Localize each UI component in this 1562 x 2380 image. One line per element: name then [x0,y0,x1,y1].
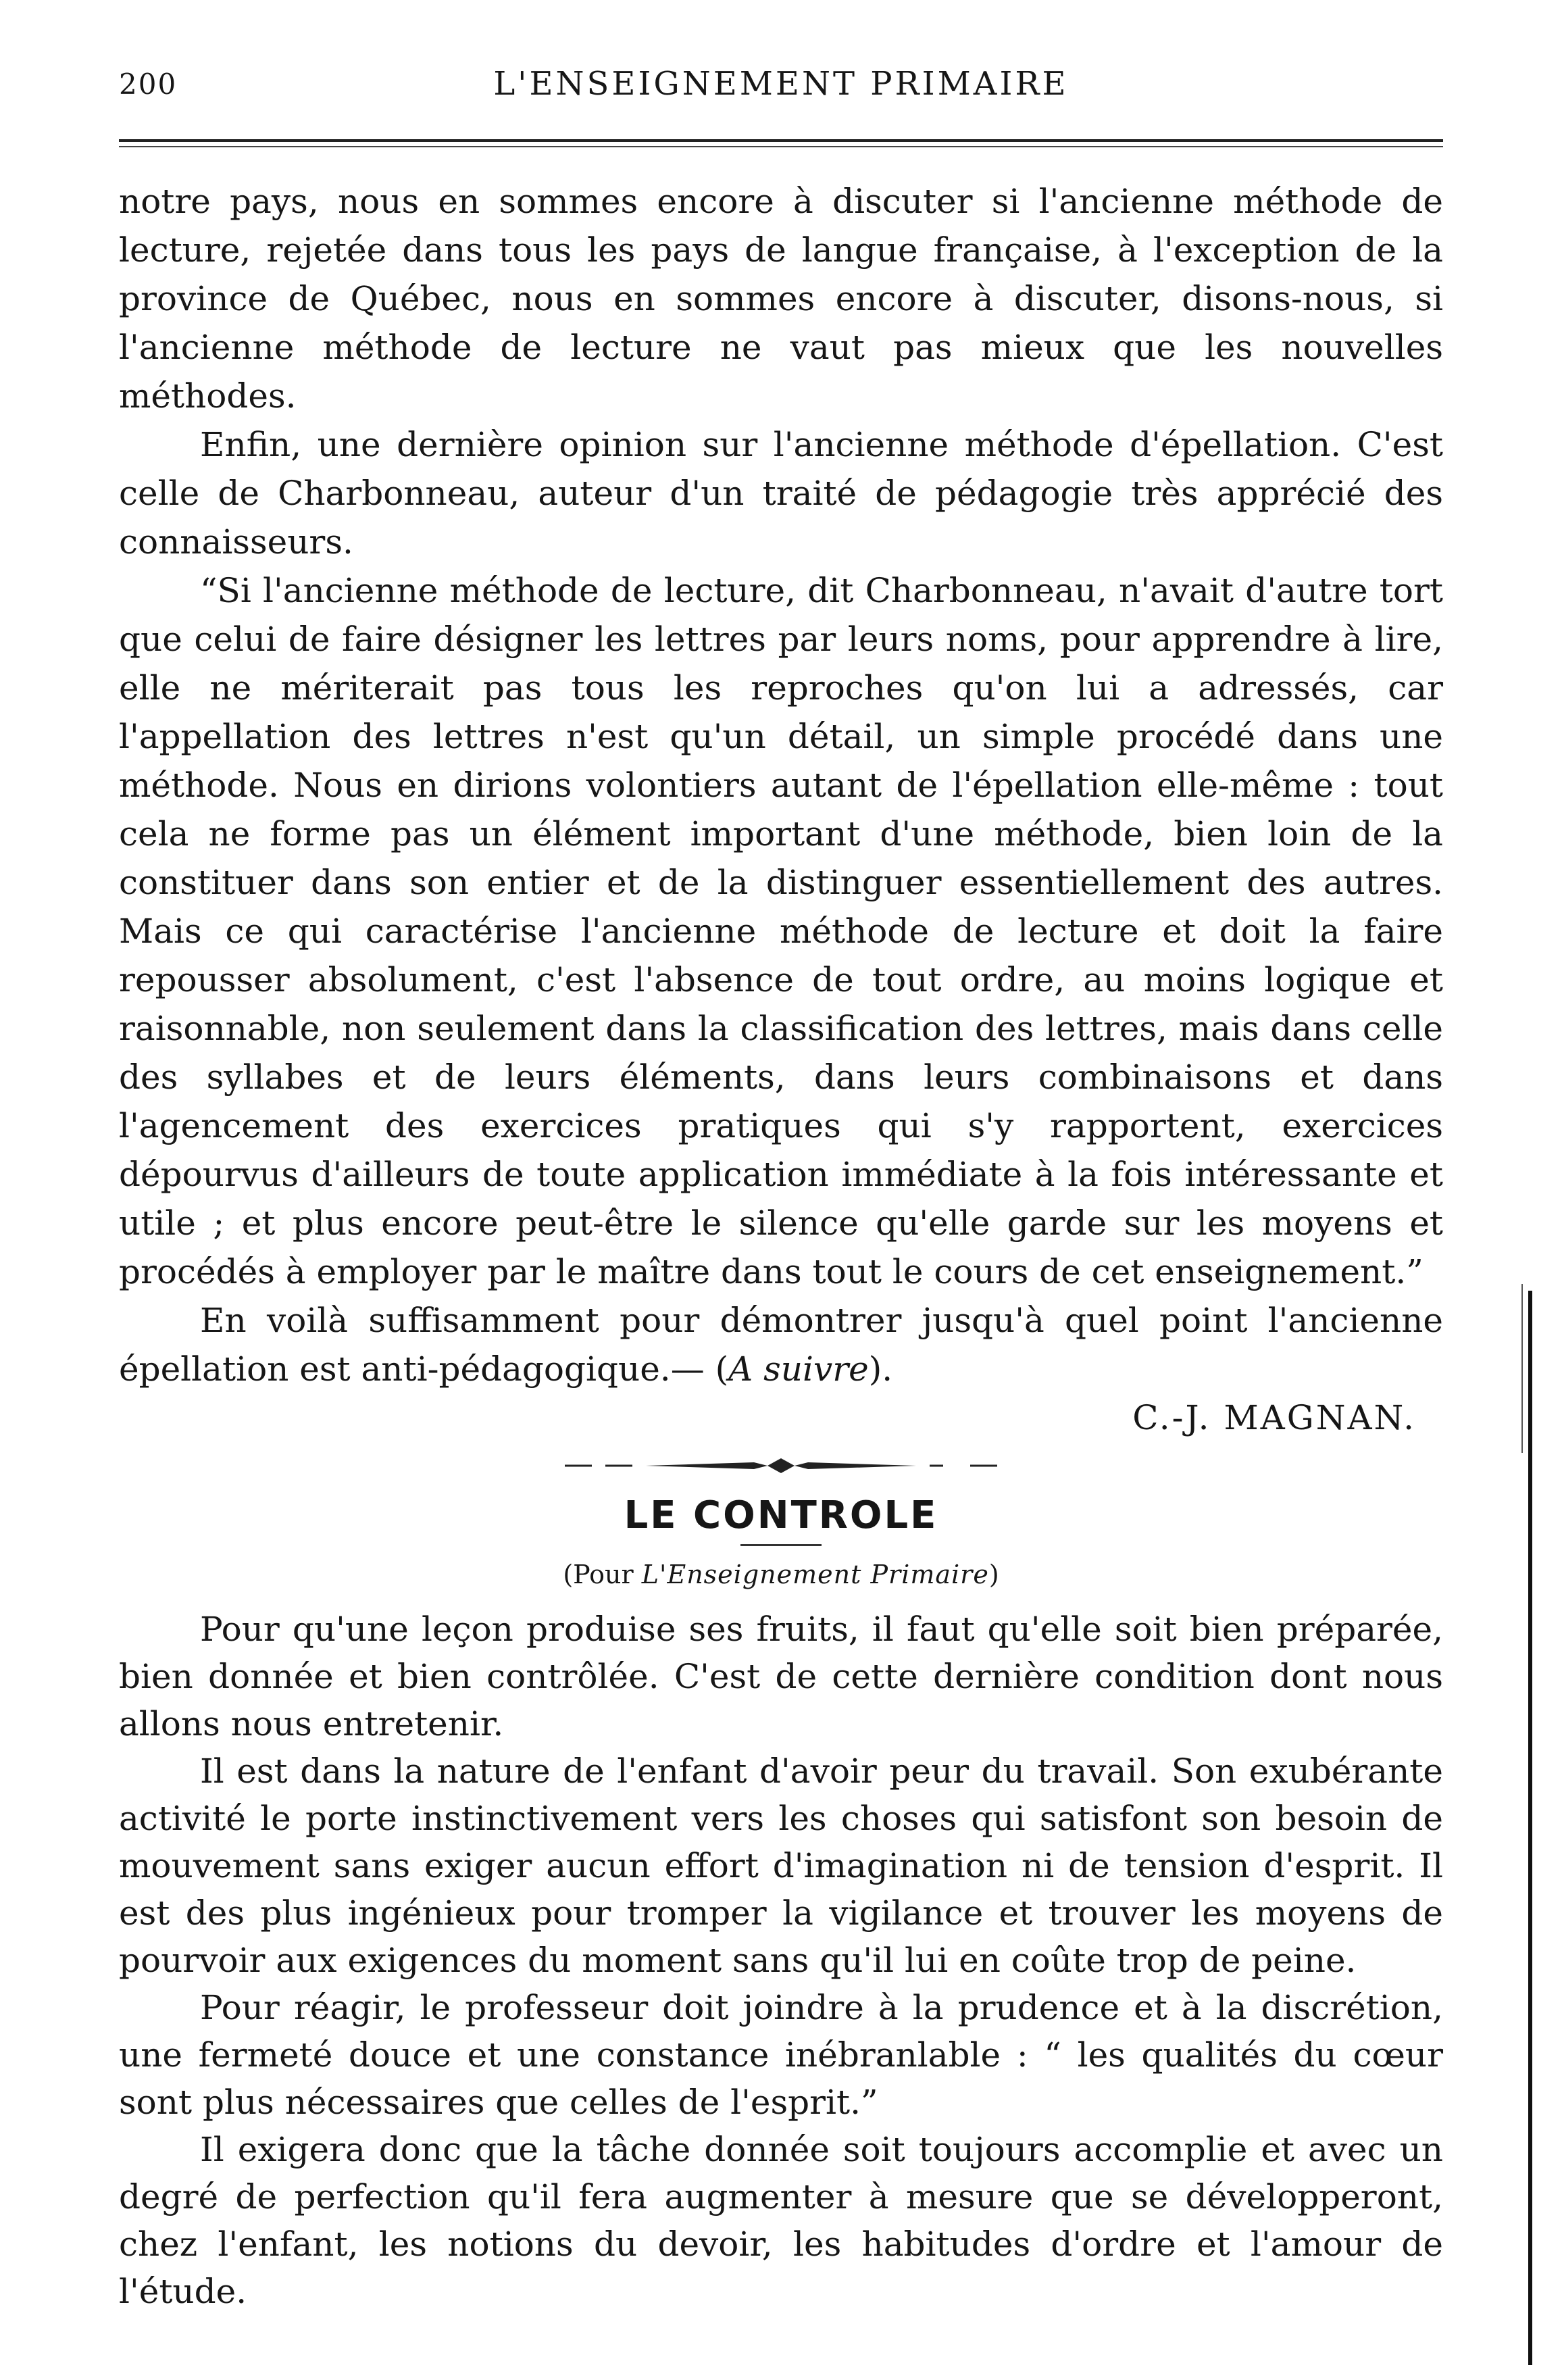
byline [119,1560,1443,1589]
byline-journal: L'Enseignement Primaire [641,1560,989,1589]
closing-text: En voilà suffisamment pour démontrer jusqu'à quel point l'ancienne épellation est anti-pédagogique.— ( [119,1301,1443,1389]
section-title: LE CONTROLE [624,1493,938,1537]
divider-ornament-icon [565,1456,997,1476]
paragraph: notre pays, nous en sommes encore à discuter si l'ancienne méthode de lecture, rejetée dans tous les pays de langue française, à l'exception de la province de Québec, nous en sommes encore à discuter, disons-nous, si l'ancienne méthode de lecture ne vaut pas mieux que les nouvelles méthodes. [119,182,1443,416]
article-continuation [119,177,1443,1393]
title-rule [740,1544,822,1546]
to-be-continued: A suivre [728,1349,869,1389]
paragraph: Il est dans la nature de l'enfant d'avoir peur du travail. Son exubérante activité le porte instinctivement vers les choses qui satisfont son besoin de mouvement sans exiger aucun effort d'imagination ni de tension d'esprit. Il est des plus ingénieux pour tromper la vigilance et trouver les moyens de pourvoir aux exigences du moment sans qu'il lui en coûte trop de peine. [119,1752,1443,1980]
page-edge-mark [1521,1284,1523,1453]
running-head [119,59,1443,114]
closing-paragraph [119,1296,1443,1393]
journal-title: L'ENSEIGNEMENT PRIMAIRE [493,65,1069,103]
byline-prefix: (Pour [563,1560,642,1589]
paragraph: Il exigera donc que la tâche donnée soit toujours accomplie et avec un degré de perfection qu'il fera augmenter à mesure que se développeront, chez l'enfant, les notions du devoir, les habitudes d'ordre et l'amour de l'étude. [119,2130,1443,2311]
page-edge-bar [1528,1291,1532,2365]
closing-end: ). [868,1349,893,1389]
header-rule [119,139,1443,147]
paragraph: Pour réagir, le professeur doit joindre à la prudence et à la discrétion, une fermeté douce et une constance inébranlable : “ les qualités du cœur sont plus nécessaires que celles de l'esprit.” [119,1988,1443,2122]
quoted-paragraph: “Si l'ancienne méthode de lecture, dit Charbonneau, n'avait d'autre tort que celui de faire désigner les lettres par leurs noms, pour apprendre à lire, elle ne mériterait pas tous les reproches qu'on lui a adressés, car l'appellation des lettres n'est qu'un détail, un simple procédé dans une méthode. Nous en dirions volontiers autant de l'épellation elle-même : tout cela ne forme pas un élément important d'une méthode, bien loin de la constituer dans son entier et de la distinguer essentiellement des autres. Mais ce qui caractérise l'ancienne méthode de lecture et doit la faire repousser absolument, c'est l'absence de tout ordre, au moins logique et raisonnable, non seulement dans la classification des lettres, mais dans celle des syllabes et de leurs éléments, dans leurs combinaisons et dans l'agencement des exercices pratiques qui s'y rapportent, exercices dépourvus d'ailleurs de toute application immédiate à la fois intéressante et utile ; et plus encore peut-être le silence qu'elle garde sur les moyens et procédés à employer par le maître dans tout le cours de cet enseignement.” [119,571,1443,1291]
page [119,59,1443,2315]
paragraph: Pour qu'une leçon produise ses fruits, il faut qu'elle soit bien préparée, bien donnée et bien contrôlée. C'est de cette dernière condition dont nous allons nous entretenir. [119,1610,1443,1743]
author-signature: C.-J. MAGNAN. [1132,1398,1416,1437]
byline-suffix: ) [988,1560,999,1589]
article-body [119,1606,1443,2315]
page-number: 200 [119,68,178,101]
paragraph: Enfin, une dernière opinion sur l'ancienne méthode d'épellation. C'est celle de Charbonneau, auteur d'un traité de pédagogie très apprécié des connaisseurs. [119,425,1443,562]
section-ornament [119,1447,1443,1484]
